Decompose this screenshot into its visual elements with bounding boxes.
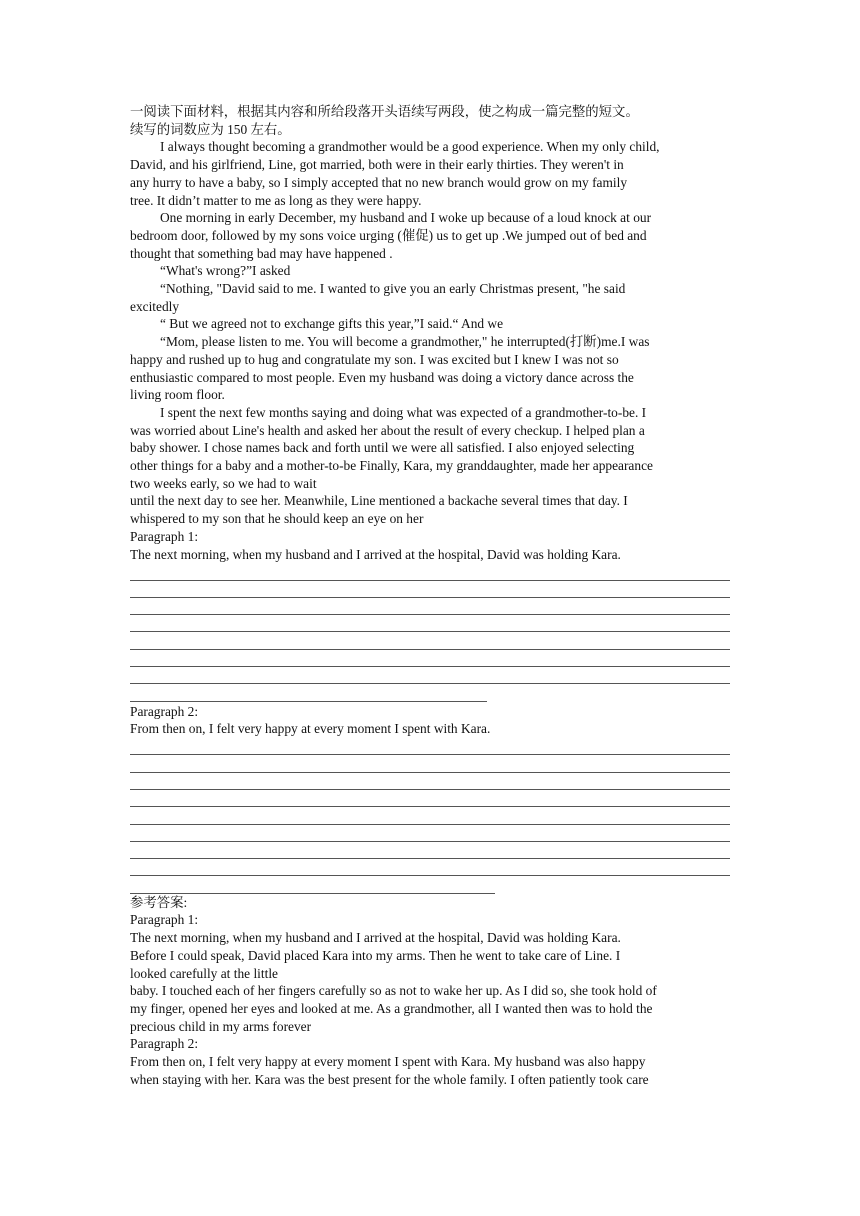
paragraph2-writing-area xyxy=(130,738,730,894)
writing-line xyxy=(130,807,730,824)
answer-paragraph2 xyxy=(130,1053,730,1088)
passage-line: living room floor. xyxy=(130,387,225,403)
document-page xyxy=(130,103,730,1088)
passage-line: any hurry to have a baby, so I simply accepted that no new branch would grow on my family xyxy=(130,174,628,190)
passage-line: I always thought becoming a grandmother would be a good experience. When my only child, xyxy=(160,139,660,155)
writing-line xyxy=(130,738,730,755)
writing-line xyxy=(130,755,730,772)
passage-line: baby shower. I chose names back and forth until we were all satisfied. I also enjoyed selecting xyxy=(130,440,635,456)
passage-line: thought that something bad may have happened . xyxy=(130,245,393,261)
answer-paragraph1-label: Paragraph 1: xyxy=(130,912,199,928)
passage-line: two weeks early, so we had to wait xyxy=(130,475,317,491)
writing-line xyxy=(130,563,730,580)
writing-line xyxy=(130,842,730,859)
paragraph1-writing-area xyxy=(130,563,730,701)
writing-line xyxy=(130,598,730,615)
writing-line xyxy=(130,615,730,632)
answer-line: Before I could speak, David placed Kara into my arms. Then he went to take care of Line. I xyxy=(130,947,621,963)
answer-paragraph2-label: Paragraph 2: xyxy=(130,1036,199,1052)
passage-line: bedroom door, followed by my sons voice urging (催促) us to get up .We jumped out of bed and xyxy=(130,227,647,243)
answer-line: looked carefully at the little xyxy=(130,965,278,981)
writing-line xyxy=(130,773,730,790)
answer-line: when staying with her. Kara was the best present for the whole family. I often patiently took care xyxy=(130,1071,649,1087)
writing-line xyxy=(130,581,730,598)
passage-line: “ But we agreed not to exchange gifts this year,”I said.“ And we xyxy=(160,316,504,332)
passage-line: enthusiastic compared to most people. Even my husband was doing a victory dance across the xyxy=(130,369,634,385)
passage-line: “Mom, please listen to me. You will become a grandmother," he interrupted(打断)me.I was xyxy=(160,334,650,350)
passage-line: was worried about Line's health and asked her about the result of every checkup. I helped plan a xyxy=(130,422,645,438)
passage-line: “Nothing, "David said to me. I wanted to give you an early Christmas present, "he said xyxy=(160,281,626,297)
writing-line xyxy=(130,859,730,876)
passage-line: One morning in early December, my husband and I woke up because of a loud knock at our xyxy=(160,210,652,226)
answer-line: my finger, opened her eyes and looked at me. As a grandmother, all I wanted then was to hold the xyxy=(130,1000,653,1016)
paragraph1-label: Paragraph 1: xyxy=(130,528,199,544)
writing-line xyxy=(130,632,730,649)
passage-line: until the next day to see her. Meanwhile, Line mentioned a backache several times that day. I xyxy=(130,493,628,509)
passage-line: happy and rushed up to hug and congratulate my son. I was excited but I knew I was not so xyxy=(130,351,619,367)
writing-line xyxy=(130,825,730,842)
paragraph2-opening: From then on, I felt very happy at every moment I spent with Kara. xyxy=(130,721,491,737)
answer-line: precious child in my arms forever xyxy=(130,1018,312,1034)
writing-line xyxy=(130,684,487,701)
passage-line: tree. It didn’t matter to me as long as they were happy. xyxy=(130,192,422,208)
passage-line: I spent the next few months saying and doing what was expected of a grandmother-to-be. I xyxy=(160,404,647,420)
instruction-line: 续写的词数应为 150 左右。 xyxy=(130,121,291,137)
answer-line: From then on, I felt very happy at every moment I spent with Kara. My husband was also happy xyxy=(130,1054,646,1070)
passage-line: other things for a baby and a mother-to-be Finally, Kara, my granddaughter, made her appearance xyxy=(130,458,653,474)
answer-paragraph1 xyxy=(130,929,730,1035)
writing-line xyxy=(130,667,730,684)
passage-line: David, and his girlfriend, Line, got married, both were in their early thirties. They weren't in xyxy=(130,157,624,173)
writing-line xyxy=(130,650,730,667)
passage-line: “What's wrong?”I asked xyxy=(160,263,291,279)
reading-passage xyxy=(130,138,730,527)
writing-line xyxy=(130,876,495,893)
answer-line: baby. I touched each of her fingers carefully so as not to wake her up. As I did so, she took hold of xyxy=(130,983,657,999)
writing-line xyxy=(130,790,730,807)
passage-line: whispered to my son that he should keep an eye on her xyxy=(130,511,424,527)
paragraph2-label: Paragraph 2: xyxy=(130,703,199,719)
passage-line: excitedly xyxy=(130,298,180,314)
answer-heading: 参考答案: xyxy=(130,894,188,910)
paragraph1-opening: The next morning, when my husband and I arrived at the hospital, David was holding Kara. xyxy=(130,546,621,562)
instruction-line: 一阅读下面材料，根据其内容和所给段落开头语续写两段，使之构成一篇完整的短文。 xyxy=(130,104,639,119)
answer-line: The next morning, when my husband and I arrived at the hospital, David was holding Kara. xyxy=(130,930,621,946)
